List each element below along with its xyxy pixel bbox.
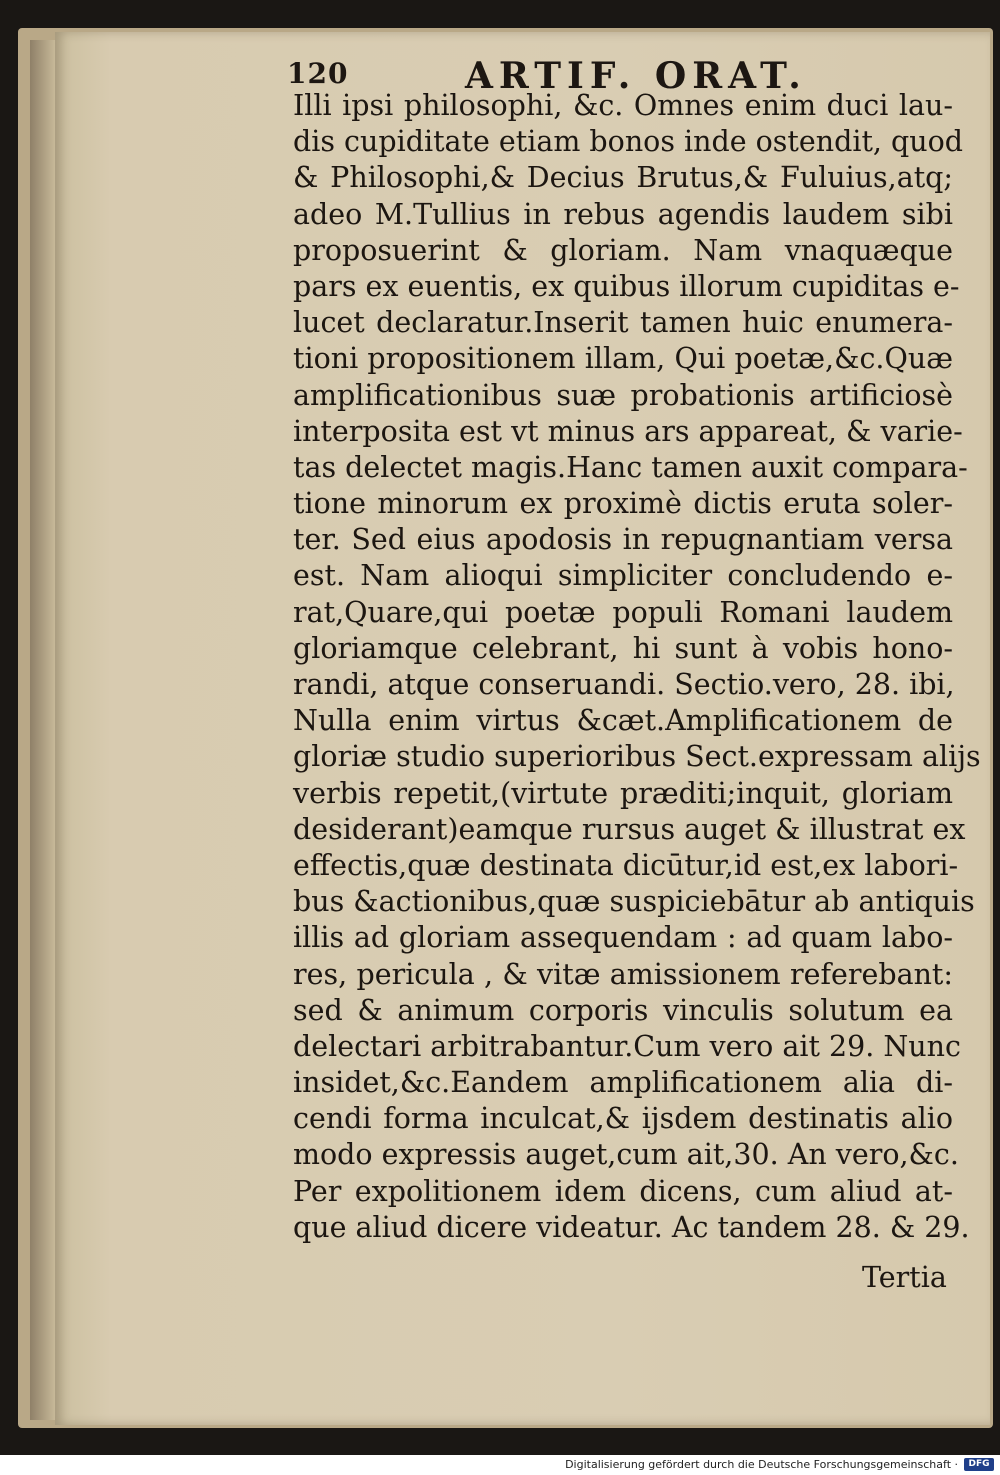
text-line: insidet,&c.Eandem amplificationem alia di- — [293, 1066, 953, 1100]
body-text — [293, 88, 981, 1246]
dfg-logo: DFG — [964, 1458, 994, 1471]
text-line: interposita est vt minus ars appareat, & varie- — [293, 414, 963, 448]
text-line: Per expolitionem idem dicens, cum aliud at- — [293, 1174, 953, 1208]
footer-bar — [0, 1455, 1000, 1475]
text-line: effectis,quæ destinata dicūtur,id est,ex labori- — [293, 848, 959, 882]
text-line: res, pericula , & vitæ amissionem referebant: — [293, 957, 953, 991]
text-line: & Philosophi,& Decius Brutus,& Fuluius,atq; — [293, 161, 953, 195]
text-line: cendi forma inculcat,& ijsdem destinatis alio — [293, 1102, 953, 1136]
text-line: tioni propositionem illam, Qui poetæ,&c.Quæ — [293, 342, 953, 376]
running-head: ARTIF. ORAT. — [465, 55, 807, 97]
text-line: gloriamque celebrant, hi sunt à vobis hono- — [293, 631, 953, 665]
text-line: que aliud dicere videatur. Ac tandem 28. & 29. — [293, 1210, 970, 1244]
text-line: delectari arbitrabantur.Cum vero ait 29. Nunc — [293, 1029, 961, 1063]
text-line: amplificationibus suæ probationis artificiosè — [293, 378, 953, 412]
text-line: tas delectet magis.Hanc tamen auxit compara- — [293, 450, 968, 484]
text-line: proposuerint & gloriam. Nam vnaquæque — [293, 233, 953, 267]
text-line: modo expressis auget,cum ait,30. An vero,&c. — [293, 1138, 959, 1172]
text-line: verbis repetit,(virtute præditi;inquit, gloriam — [293, 776, 953, 810]
text-line: lucet declaratur.Inserit tamen huic enumera- — [293, 306, 953, 340]
text-line: Illi ipsi philosophi, &c. Omnes enim duci lau- — [293, 89, 953, 122]
text-line: bus &actionibus,quæ suspiciebātur ab antiquis — [293, 885, 975, 919]
text-line: tione minorum ex proximè dictis eruta soler- — [293, 487, 953, 521]
text-line: adeo M.Tullius in rebus agendis laudem sibi — [293, 197, 953, 231]
page-number: 120 — [287, 57, 349, 90]
text-line: dis cupiditate etiam bonos inde ostendit, quod — [293, 125, 964, 159]
text-line: Nulla enim virtus &cæt.Amplificationem de — [293, 704, 953, 738]
text-line: est. Nam alioqui simpliciter concludendo e- — [293, 559, 953, 593]
text-line: illis ad gloriam assequendam : ad quam labo- — [293, 921, 953, 955]
text-line: gloriæ studio superioribus Sect.expressam alijs — [293, 740, 981, 774]
text-line: desiderant)eamque rursus auget & illustrat ex — [293, 812, 966, 846]
text-line: ter. Sed eius apodosis in repugnantiam versa — [293, 523, 953, 557]
text-line: randi, atque conseruandi. Sectio.vero, 28. ibi, — [293, 668, 955, 701]
text-line: sed & animum corporis vinculis solutum ea — [293, 993, 953, 1027]
catchword: Tertia — [862, 1261, 947, 1294]
funding-credit: Digitalisierung gefördert durch die Deutsche Forschungsgemeinschaft · — [565, 1458, 958, 1471]
spine-shadow — [30, 40, 55, 1420]
text-line: rat,Quare,qui poetæ populi Romani laudem — [293, 595, 953, 629]
text-line: pars ex euentis, ex quibus illorum cupiditas e- — [293, 269, 960, 303]
